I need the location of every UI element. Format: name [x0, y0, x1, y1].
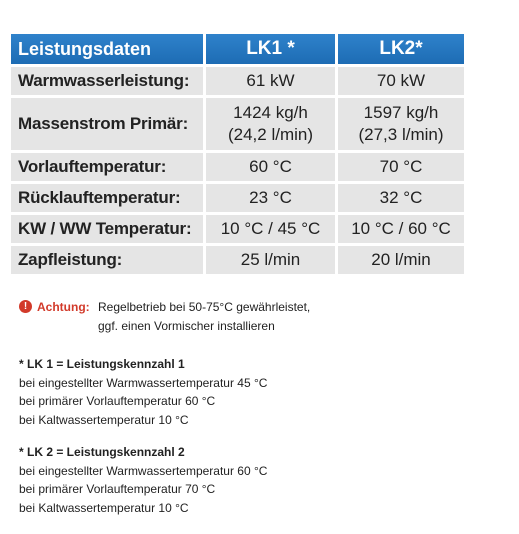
lk1-value: 25 l/min — [206, 246, 335, 274]
row-label: Warmwasserleistung: — [11, 67, 203, 95]
lk2-value: 32 °C — [338, 184, 464, 212]
lk2-value: 20 l/min — [338, 246, 464, 274]
footnote-lk2 — [19, 443, 267, 517]
warning-text-line2: ggf. einen Vormischer installieren — [98, 319, 275, 333]
lk2-value: 70 kW — [338, 67, 464, 95]
warning-text-line1: Regelbetrieb bei 50-75°C gewährleistet, — [98, 300, 311, 314]
lk2-value — [338, 98, 464, 150]
footnote-line: bei Kaltwassertemperatur 10 °C — [19, 500, 189, 515]
header-lk1: LK1 * — [206, 34, 335, 64]
footnote-line: bei eingestellter Warmwassertemperatur 60 °C — [19, 463, 268, 478]
lk1-value: 60 °C — [206, 153, 335, 181]
row-label: Rücklauftemperatur: — [11, 184, 203, 212]
lk2-value: 10 °C / 60 °C — [338, 215, 464, 243]
lk1-value-line2: (24,2 l/min) — [227, 125, 314, 144]
lk1-value — [206, 98, 335, 150]
footnote-line: bei eingestellter Warmwassertemperatur 45 °C — [19, 375, 268, 390]
row-label: Zapfleistung: — [11, 246, 203, 274]
table-row — [11, 184, 464, 212]
footnote-line: bei Kaltwassertemperatur 10 °C — [19, 412, 189, 427]
lk1-value-line1: 1424 kg/h — [233, 103, 308, 122]
table-row — [11, 153, 464, 181]
footnote-line: bei primärer Vorlauftemperatur 70 °C — [19, 482, 216, 496]
footnote-lk1 — [19, 355, 267, 429]
header-lk2: LK2* — [338, 34, 464, 64]
lk1-value: 10 °C / 45 °C — [206, 215, 335, 243]
footnote-heading: * LK 1 = Leistungskennzahl 1 — [19, 357, 185, 371]
row-label: Vorlauftemperatur: — [11, 153, 203, 181]
table-header-row — [11, 34, 464, 64]
lk2-value-line1: 1597 kg/h — [363, 103, 439, 122]
lk2-value-line2: (27,3 l/min) — [358, 125, 444, 144]
exclamation-icon: ! — [19, 300, 32, 313]
table-row — [11, 98, 464, 150]
table-row — [11, 67, 464, 95]
table-row — [11, 215, 464, 243]
performance-table — [11, 34, 464, 277]
lk2-value: 70 °C — [338, 153, 464, 181]
table-row — [11, 246, 464, 274]
header-label: Leistungsdaten — [11, 34, 203, 64]
lk1-value: 61 kW — [206, 67, 335, 95]
footnote-line: bei primärer Vorlauftemperatur 60 °C — [19, 394, 216, 408]
row-label: Massenstrom Primär: — [11, 98, 203, 150]
warning-title: Achtung: — [37, 300, 90, 314]
lk1-value: 23 °C — [206, 184, 335, 212]
footnote-heading: * LK 2 = Leistungskennzahl 2 — [19, 445, 185, 459]
row-label: KW / WW Temperatur: — [11, 215, 203, 243]
